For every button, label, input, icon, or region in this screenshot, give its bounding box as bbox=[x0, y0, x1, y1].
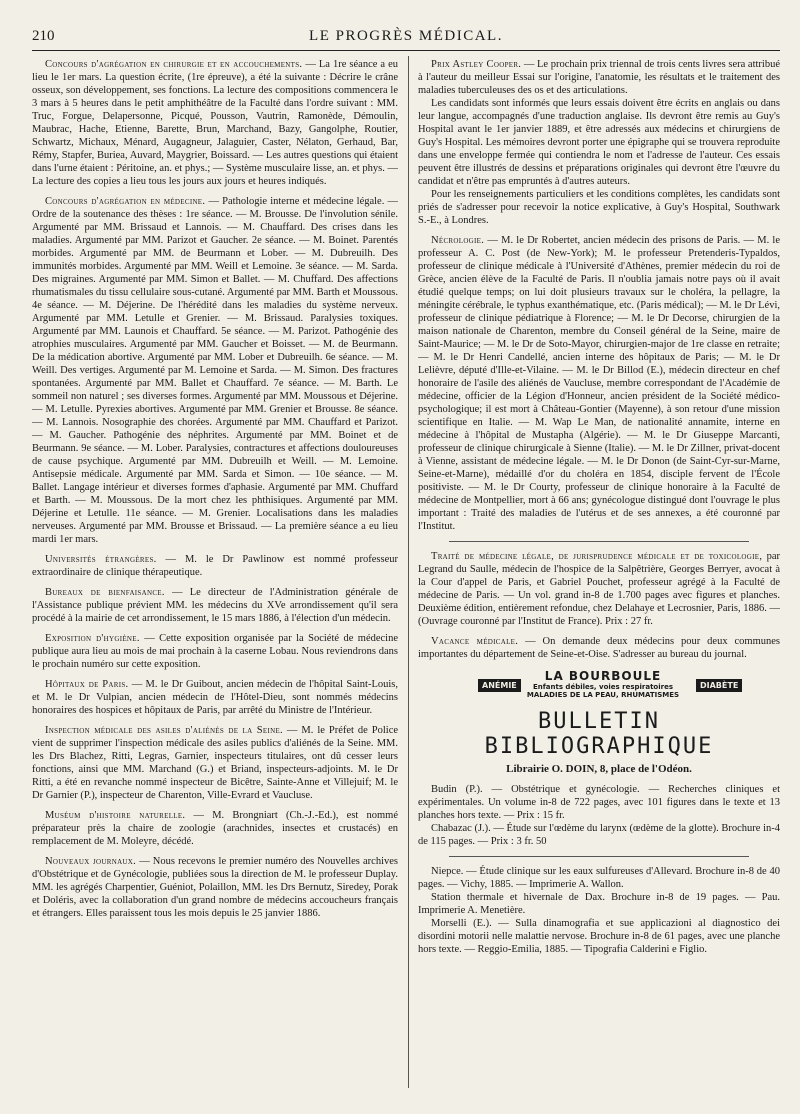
article-heading: Concours d'agrégation en chirurgie et en accouchements. bbox=[45, 59, 303, 70]
article bbox=[32, 195, 398, 546]
article bbox=[418, 58, 780, 97]
article-text: — On demande deux médecins pour deux communes importantes du département de Seine-et-Oise. S'adresser au bureau du journal. bbox=[418, 636, 780, 660]
advert-title: LA BOURBOULE bbox=[544, 669, 662, 683]
header-rule bbox=[32, 50, 780, 51]
bibliography-entry: Niepce. — Étude clinique sur les eaux sulfureuses d'Allevard. Brochure in-8 de 40 pages. — Vichy, 1885. — Imprimerie A. Wallon. bbox=[418, 866, 780, 890]
article-text: Pour les renseignements particuliers et les conditions complètes, les candidats sont priés de s'adresser pour recevoir la notice explicative, à Guy's Hospital, Southwark S.-E., à Londres. bbox=[418, 189, 780, 226]
bulletin-title: BULLETIN BIBLIOGRAPHIQUE bbox=[484, 709, 714, 759]
article bbox=[32, 678, 398, 717]
article-heading: Nouveaux journaux. bbox=[45, 856, 137, 867]
bourboule-advert bbox=[418, 669, 780, 703]
publisher-line: Librairie O. DOIN, 8, place de l'Odéon. bbox=[506, 763, 692, 775]
article-heading: Nécrologie. bbox=[431, 235, 485, 246]
page-number: 210 bbox=[32, 28, 55, 44]
article bbox=[32, 58, 398, 188]
article-text: — La 1re séance a eu lieu le 1er mars. La question écrite, (1re épreuve), a été la suivante : Décrire le crâne osseux, son développement, ses fonctions. La lecture des compositions commencera le 3 mars à 5 heures dans le petit amphithéâtre de la Faculté dans l'ordre suivant : MM. Truc, Forgue, Delapersonne, Picqué, Pousson, Vautrin, Ramonède, Démoulin, Maubrac, Hache, Etienne, Barette, Brun, Marchand, Bazy, Gangolphe, Routier, Schwartz, Michaux, Ménard, Augagneur, Jalaguier, Caster, Nélaton, Gerhaud, Bar, Rémy, Stapfer, Buriea, Auvard, Maygrier, Boissard. — Les autres questions qui étaient dans l'urne étaient : Péritoine, an. et phys.; — Système musculaire lisse, an. et phys. — La lecture des copies a lieu tous les jours aux jours et heures indiqués. bbox=[32, 59, 398, 187]
article bbox=[32, 586, 398, 625]
article-heading: Universités étrangères. bbox=[45, 554, 157, 565]
section-rule bbox=[449, 856, 749, 857]
article-heading: Bureaux de bienfaisance. bbox=[45, 587, 165, 598]
article-heading: Exposition d'hygiène. bbox=[45, 633, 140, 644]
bibliography-entry: Station thermale et hivernale de Dax. Brochure in-8 de 19 pages. — Pau. Imprimerie A. Menetière. bbox=[418, 892, 780, 916]
article-heading: Traité de médecine légale, de jurisprudence médicale et de toxicologie, bbox=[431, 551, 763, 562]
article-text: Les candidats sont informés que leurs essais doivent être écrits en anglais ou dans leur langue, accompagnés d'une traduction anglaise. Ils devront être remis au Guy's Hospital avant le 1er janvier 1889, et être adressés aux médecins et chirurgiens de Guy's Hospital. Les mémoires devront porter une épigraphe qui se trouvera reproduite dans une enveloppe fermée qui contiendra le nom et l'adresse de l'auteur. Ces essais peuvent être illustrés de dessins et préparations originales qui devront être l'œuvre du candidat et n'être pas empruntés à d'autres auteurs. bbox=[418, 98, 780, 187]
article bbox=[32, 724, 398, 802]
article-paragraph bbox=[418, 188, 780, 227]
advert-body bbox=[508, 669, 698, 699]
article bbox=[418, 234, 780, 533]
article bbox=[418, 550, 780, 628]
article-heading: Inspection médicale des asiles d'aliénés de la Seine. bbox=[45, 725, 283, 736]
article bbox=[32, 809, 398, 848]
article-heading: Prix Astley Cooper. bbox=[431, 59, 522, 70]
article-heading: Muséum d'histoire naturelle. bbox=[45, 810, 186, 821]
article-heading: Vacance médicale. bbox=[431, 636, 519, 647]
bibliography-entry: Morselli (E.). — Sulla dinamografia et sue applicazioni al diagnostico dei disordini motorii nelle malattie nervose. Brochure in-8 de 61 pages, avec une planche hors texte. — Reggio-Emilia, 1885. — Tipografia Calderini e Figlio. bbox=[418, 918, 780, 955]
article-paragraph bbox=[418, 97, 780, 188]
article bbox=[32, 553, 398, 579]
article-heading: Concours d'agrégation en médecine. bbox=[45, 196, 206, 207]
article-text: — M. le Dr Robertet, ancien médecin des prisons de Paris. — M. le professeur A. C. Post (de New-York); M. le professeur Pretenderis-Typaldos, professeur de clinique médicale à l'Université d'Athènes, premier médecin du roi de Grèce, ancien élève de la Faculté de Paris. Il n'oublia jamais notre pays où il avait étudié quelque temps; on lui doit plusieurs travaux sur le choléra, la pellagre, la méningite cérébrale, le typhus exanthématique, etc. (Paris médical); — M. le Dr Lévi, professeur de clinique pédiatrique à Florence; — M. le Dr Decorse, chirurgien de la maison nationale de Charenton, membre du Conseil général de la Seine, maire de Saint-Maurice; — M. le Dr de Soto-Mayor, chirurgien-major de 1re classe en retraite; — M. le Dr Henri Candellé, ancien interne des hôpitaux de Paris; — M. le Dr Lelièvre, député d'Ille-et-Vilaine. — M. le Dr Billod (E.), médecin directeur en chef honoraire de l'asile des aliénés de Vaucluse, membre correspondant de l'Académie de médecine, officier de la Légion d'Honneur, ancien président de la Société médico-psychologique; il est mort à Château-Gontier (Mayenne), à son retour d'une mission scientifique en Italie. — M. Wap Le Man, de nationalité annamite, interne en médecine à l'hôpital de Mustapha (Algérie). — M. le Dr Giuseppe Marcanti, professeur de clinique chirurgicale à Sienne (Italie). — M. le Dr Zillner, privat-docent à Vienne, assistant de médecine légale. — M. le Dr Donon (de Saint-Cyr-sur-Marne, Seine-et-Marne), médaillé d'or du choléra en 1854, disciple fervent de l'École positiviste. — M. le Dr Courty, professeur de clinique honoraire à la Faculté de médecine de Montpellier, mort à 66 ans; gynécologue distingué dont l'ouvrage le plus important : Traité des maladies de l'utérus et de ses annexes, a été couronné par l'Institut. bbox=[418, 235, 780, 532]
article-text: — Pathologie interne et médecine légale. — Ordre de la soutenance des thèses : 1re séance. — M. Brousse. De l'involution sénile. Argumenté par MM. Brissaud et Lannois. — M. Chauffard. Des crises dans les maladies. Argumenté par MM. Parizot et Gaucher. 2e séance. — M. Boinet. Parentés morbides. Argumenté par MM. de Beurmann et Lober. — M. Dubreuilh. Des immunités morbides. Argumenté par MM. Weill et Lemoine. 3e séance. — M. Sarda. Des migraines. Argumenté par MM. Simon et Ballet. — M. Chuffard. Des affections rhumatismales du tissu cellulaire sous-cutané. Argumenté par MM. Barth et Moussous. 4e séance. — M. Déjerine. De l'hérédité dans les maladies du système nerveux. Argumenté par MM. Letulle et Grenier. — M. Brissaud. Paralysies toxiques. Argumenté par MM. Launois et Chauffard. 5e séance. — M. Parizot. Pathogénie des atrophies musculaires. Argumenté par MM. Gaucher et Boisset. — M. de Beurmann. De la médication abortive. Argumenté par MM. Lober et Dubreuilh. 6e séance. — M. Weill. Des vertiges. Argumenté par M. Lemoine et Sarda. — M. Simon. Des fractures spontanées. Argumenté par MM. Ballet et Chauffard. 7e séance. — M. Barth. Le sommeil non naturel ; ses diverses formes. Argumenté par MM. Moussous et Déjerine. — M. Letulle. Pyrexies abortives. Argumenté par MM. Grenier et Brousse. 8e séance. — M. Lannois. Nosographie des chorées. Argumenté par MM. Chauffard et Parizot. — M. Gaucher. Pathogénie des néphrites. Argumenté par MM. Boinet et de Beurmann. 9e séance. — M. Lober. Paralysies, contractures et affections douloureuses de cause psychique. Argumenté par MM. Dubreuilh et Weill. — M. Lemoine. Antisepsie médicale. Argumenté par MM. Sarda et Simon. — 10e séance. — M. Ballet. Langage intérieur et diverses formes d'aphasie. Argumenté par MM. Chuffard et Barth. — M. Moussous. De la mort chez les phthisiques. Argumenté par MM. Déjerine et Letulle. 11e séance. — M. Grenier. Localisations dans les maladies nerveuses. Argumenté par MM. Brousse et Brissaud. — La première séance a eu lieu mardi 1er mars. bbox=[32, 196, 398, 545]
article-text: — M. le Dr Pawlinow est nommé professeur extraordinaire de clinique thérapeutique. bbox=[32, 554, 398, 578]
advert-tag-left: ANÉMIE bbox=[478, 679, 521, 692]
advert-line: Enfants débiles, voies respiratoires bbox=[532, 683, 674, 691]
article-text: — Cette exposition organisée par la Société de médecine publique aura lieu au mois de mai prochain à la caserne Lobau. Nous reviendrons dans le prochain numéro sur cette exposition. bbox=[32, 633, 398, 670]
bibliography-entry: Budin (P.). — Obstétrique et gynécologie. — Recherches cliniques et expérimentales. Un volume in-8 de 722 pages, avec 101 figures dans le texte et 13 planches hors texte. — Prix : 15 fr. bbox=[418, 784, 780, 821]
article bbox=[32, 632, 398, 671]
article-text: — M. le Préfet de Police vient de supprimer l'inspection médicale des asiles publics d'aliénés de la Seine. MM. les Drs Blachez, Ritti, Legras, Garnier, inspecteurs titulaires, ont dû cesser leurs fonctions, ainsi que MM. Marchand (G.) et Briand, inspecteurs-adjoints. M. le Dr Ritti, a été en revanche nommé inspecteur de Bicêtre, Sainte-Anne et Villejuif; M. le Dr Garnier (P.), inspecteur de Charenton, Ville-Evrard et Vaucluse. bbox=[32, 725, 398, 801]
section-rule bbox=[449, 541, 749, 542]
article bbox=[418, 635, 780, 661]
article bbox=[32, 855, 398, 920]
page-header bbox=[32, 28, 780, 48]
article-text: — M. Brongniart (Ch.-J.-Ed.), est nommé préparateur près la chaire de zoologie (arachnides, insectes et crustacés) en remplacement de M. Moleyre, décédé. bbox=[32, 810, 398, 847]
left-column bbox=[32, 58, 398, 1100]
article-heading: Hôpitaux de Paris. bbox=[45, 679, 129, 690]
advert-line: MALADIES DE LA PEAU, RHUMATISMES bbox=[526, 691, 680, 699]
article-text: — M. le Dr Guibout, ancien médecin de l'hôpital Saint-Louis, et M. le Dr Vulpian, ancien médecin de l'Hôtel-Dieu, sont nommés médecins honoraires des hospices et hôpitaux de Paris, par arrêté du Ministre de l'Intérieur. bbox=[32, 679, 398, 716]
journal-title: LE PROGRÈS MÉDICAL. bbox=[309, 28, 503, 44]
column-divider bbox=[408, 56, 409, 1088]
article-text: par Legrand du Saulle, médecin de l'hospice de la Salpêtrière, Georges Berryer, avocat à la Cour d'appel de Paris, et Gabriel Pouchet, professeur agrégé à la Faculté de médecine de Paris. — Un vol. grand in-8 de 1.700 pages avec figures et planches. Deuxième édition, entièrement refondue, chez Delahaye et Lecrosnier, Paris, 1886. — (Ouvrage couronné par l'Institut de France). Prix : 27 fr. bbox=[418, 551, 780, 627]
article-text: — Le prochain prix triennal de trois cents livres sera attribué à l'auteur du meilleur Essai sur l'origine, l'anatomie, les résultats et le traitement des maladies tuberculeuses des os et des articulations. bbox=[418, 59, 780, 96]
advert-tag-right: DIABÈTE bbox=[696, 679, 742, 692]
article-text: — Le directeur de l'Administration générale de l'Assistance publique prévient MM. les médecins du XVe arrondissement qu'il sera procédé à la mairie de cet arrondissement, le 15 mars 1886, à l'élection d'un médecin. bbox=[32, 587, 398, 624]
bibliography-entry: Chabazac (J.). — Étude sur l'œdème du larynx (œdème de la glotte). Brochure in-4 de 115 pages. — Prix : 3 fr. 50 bbox=[418, 823, 780, 847]
article-text: — Nous recevons le premier numéro des Nouvelles archives d'Obstétrique et de Gynécologie, publiées sous la direction de M. le professeur Duplay. MM. les agrégés Charpentier, Guéniot, Polaillon, MM. les Drs Bernutz, Siredey, Porak et Doléris, avec la collaboration d'un grand nombre de médecins accoucheurs français et étrangers. Elles paraissent tous les mois depuis le 25 janvier 1886. bbox=[32, 856, 398, 919]
right-column bbox=[418, 58, 780, 1100]
